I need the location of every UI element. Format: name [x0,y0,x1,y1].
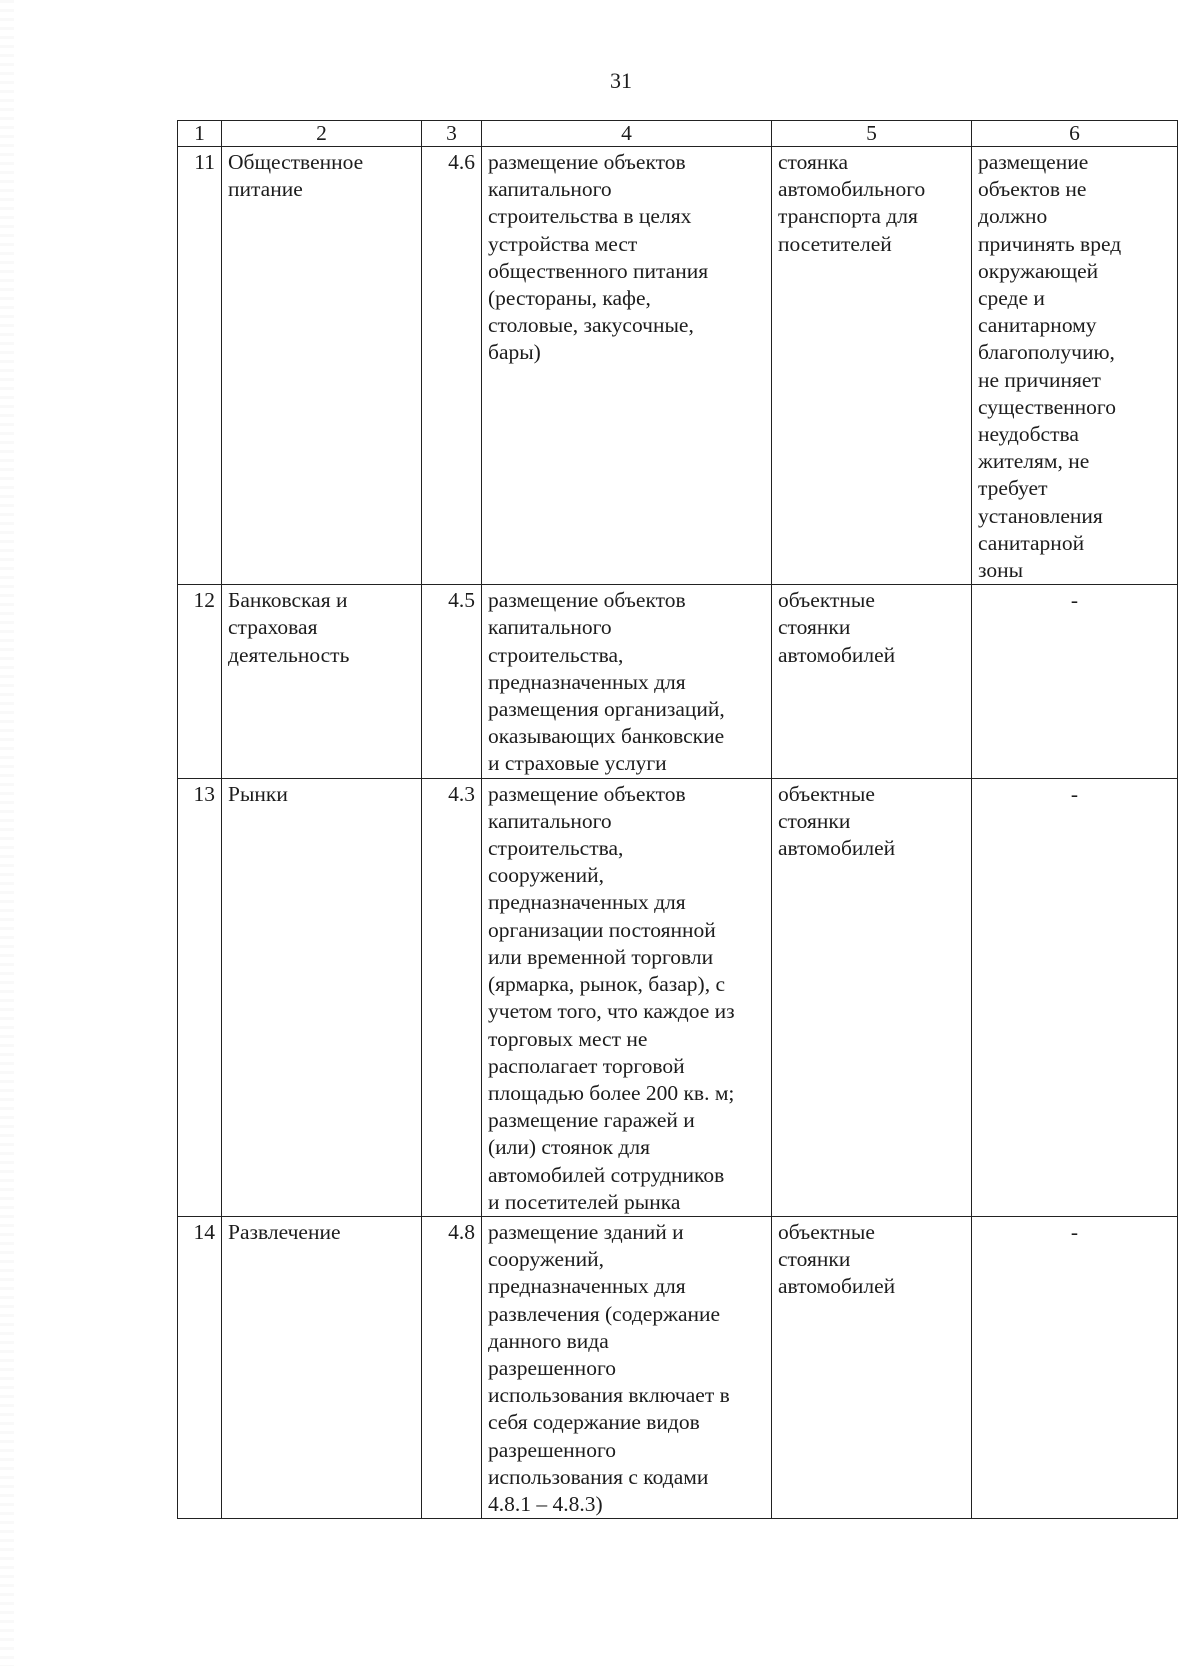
header-cell: 6 [972,121,1178,147]
header-cell: 5 [772,121,972,147]
table-header-row [178,121,1178,147]
use-description: размещение объектов капитального строительства, предназначенных для размещения организаций, оказывающих банковские и страховые услуги [482,585,772,778]
use-description: размещение зданий и сооружений, предназначенных для развлечения (содержание данного вида разрешенного использования включает в себя содержание видов разрешенного использования с кодами 4.8.1 – 4.8.3) [482,1216,772,1518]
use-type-code: 4.5 [422,585,482,778]
use-conditions: размещение объектов не должно причинять вред окружающей среде и санитарному благополучию, не причиняет существенного неудобства жителям, не требует установления санитарной зоны [972,147,1178,585]
scan-edge-noise [0,0,14,1666]
use-type-name: Развлечение [222,1216,422,1518]
use-conditions: - [972,778,1178,1216]
use-type-name: Банковская и страховая деятельность [222,585,422,778]
use-type-code: 4.8 [422,1216,482,1518]
use-type-name: Общественное питание [222,147,422,585]
parking-requirement: стоянка автомобильного транспорта для посетителей [772,147,972,585]
table-row [178,1216,1178,1518]
row-number: 12 [178,585,222,778]
land-use-table [177,120,1178,1519]
use-description: размещение объектов капитального строительства, сооружений, предназначенных для организации постоянной или временной торговли (ярмарка, рынок, базар), с учетом того, что каждое из торговых мест не располагает торговой площадью более 200 кв. м; размещение гаражей и (или) стоянок для автомобилей сотрудников и посетителей рынка [482,778,772,1216]
row-number: 13 [178,778,222,1216]
parking-requirement: объектные стоянки автомобилей [772,585,972,778]
use-conditions: - [972,1216,1178,1518]
header-cell: 2 [222,121,422,147]
header-cell: 3 [422,121,482,147]
use-conditions: - [972,585,1178,778]
header-cell: 4 [482,121,772,147]
table-row [178,147,1178,585]
table-row [178,778,1178,1216]
use-description: размещение объектов капитального строительства в целях устройства мест общественного питания (рестораны, кафе, столовые, закусочные, бары) [482,147,772,585]
use-type-code: 4.6 [422,147,482,585]
parking-requirement: объектные стоянки автомобилей [772,1216,972,1518]
row-number: 11 [178,147,222,585]
parking-requirement: объектные стоянки автомобилей [772,778,972,1216]
use-type-name: Рынки [222,778,422,1216]
table-row [178,585,1178,778]
header-cell: 1 [178,121,222,147]
page-number: 31 [610,68,632,93]
use-type-code: 4.3 [422,778,482,1216]
row-number: 14 [178,1216,222,1518]
